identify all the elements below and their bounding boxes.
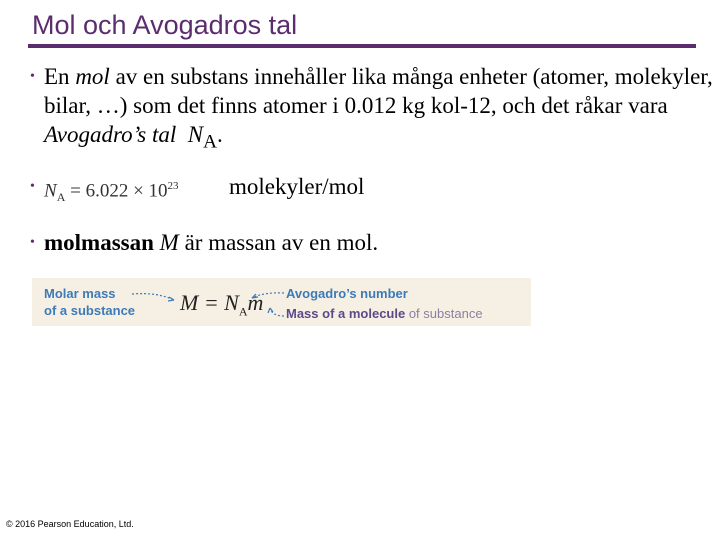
molar-mass-label: Molar mass of a substance	[44, 286, 136, 318]
arrow-mass-molecule	[270, 308, 284, 316]
arrow-head-left	[168, 297, 174, 301]
avogadro-unit: molekyler/mol	[229, 174, 365, 199]
na-symbol: N	[187, 122, 204, 147]
arrow-head-avogadro	[252, 294, 258, 298]
arrow-molar-mass	[132, 294, 174, 300]
title-divider	[28, 44, 696, 48]
avogadro-term: Avogadro’s tal	[44, 122, 177, 147]
figure-arrows	[32, 278, 531, 326]
bullet-dot: •	[30, 235, 35, 250]
molar-mass-equation: $M = N_Am$	[180, 290, 264, 319]
bullet-dot: •	[30, 69, 35, 84]
copyright-footer: © 2016 Pearson Education, Ltd.	[6, 519, 134, 529]
slide-title: Mol och Avogadros tal	[32, 10, 298, 40]
mol-term: mol	[75, 64, 110, 89]
avogadro-formula: $N_A = 6.022 \times 10^{23}$	[44, 180, 179, 205]
equation-legend: Avogadro’s number Mass of a molecule of substance	[286, 286, 483, 321]
molar-mass-text: molmassan M är massan av en mol.	[44, 230, 379, 255]
bullet-dot: •	[30, 179, 35, 194]
definition-text: En mol av en substans innehåller lika många enheter (atomer, molekyler, bilar, …) som det finns atomer i 0.012 kg kol-12, och det råkar vara Avogadro’s tal $N_A$.	[44, 64, 713, 153]
